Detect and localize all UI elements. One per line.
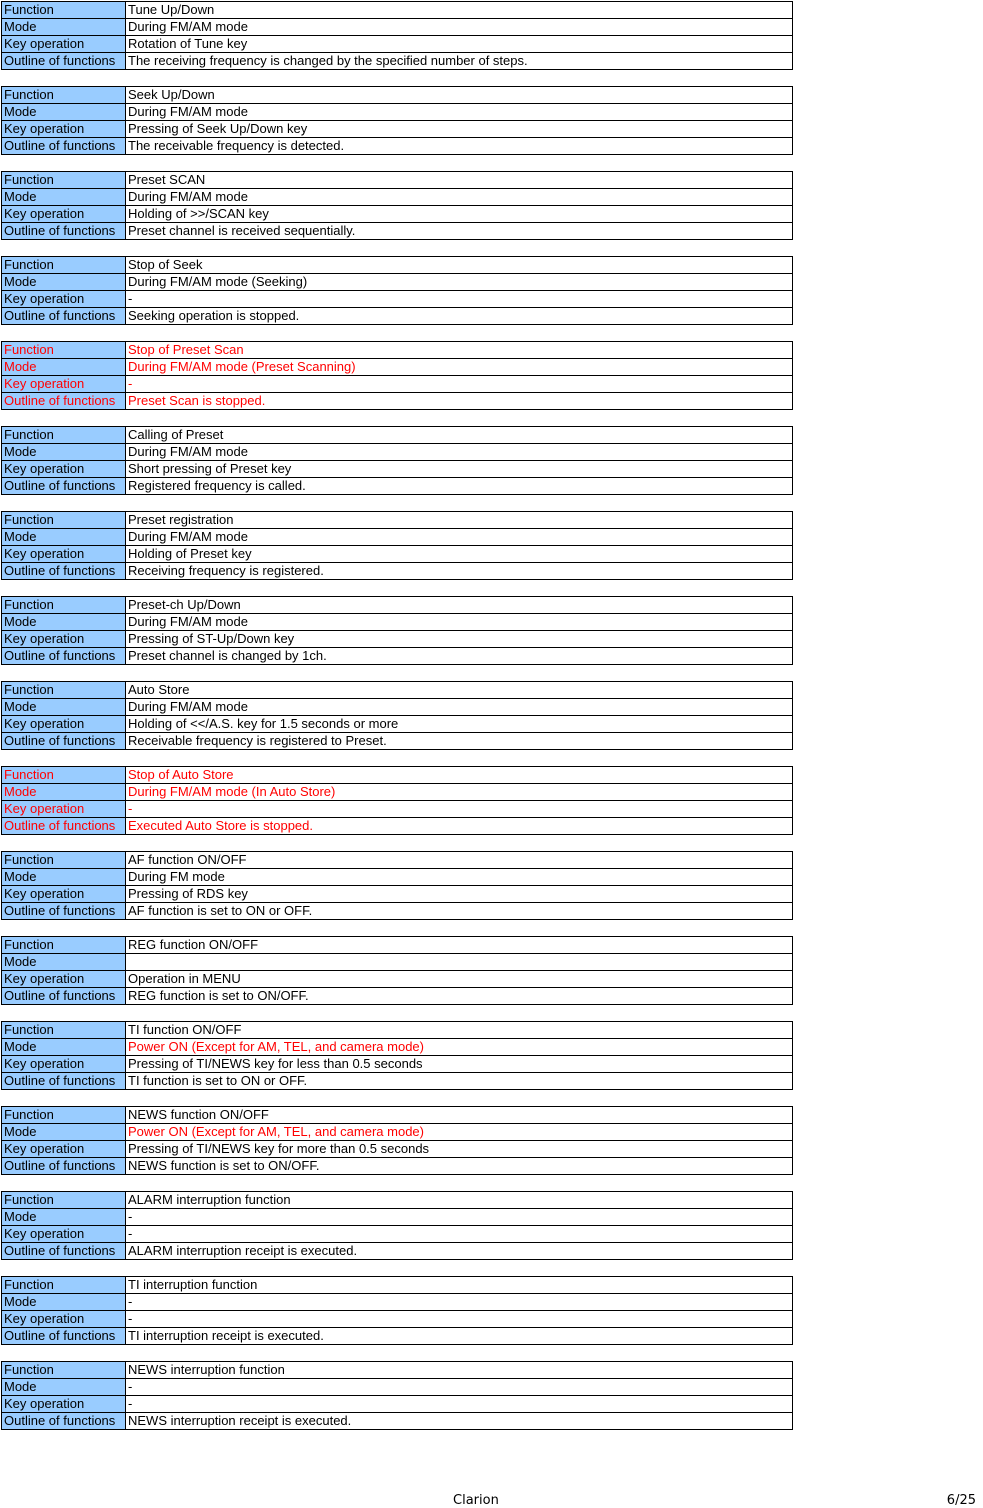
- row-label-function: Function: [2, 512, 126, 529]
- spec-row-mode: [2, 614, 793, 631]
- row-label-mode: Mode: [2, 1039, 126, 1056]
- spec-row-outline: [2, 818, 793, 835]
- row-label-outline: Outline of functions: [2, 308, 126, 325]
- spec-row-key-operation: [2, 461, 793, 478]
- row-label-function: Function: [2, 87, 126, 104]
- function-block: [1, 1021, 793, 1089]
- row-value-outline: Executed Auto Store is stopped.: [126, 818, 793, 835]
- spec-row-mode: [2, 529, 793, 546]
- row-value-key-operation: Rotation of Tune key: [126, 36, 793, 53]
- spec-row-key-operation: [2, 1396, 793, 1413]
- spec-row-outline: [2, 563, 793, 580]
- row-value-outline: Preset channel is received sequentially.: [126, 223, 793, 240]
- row-label-mode: Mode: [2, 614, 126, 631]
- row-label-function: Function: [2, 767, 126, 784]
- row-value-key-operation: Pressing of TI/NEWS key for less than 0.5 seconds: [126, 1056, 793, 1073]
- row-value-key-operation: Pressing of TI/NEWS key for more than 0.5 seconds: [126, 1141, 793, 1158]
- row-value-outline: Seeking operation is stopped.: [126, 308, 793, 325]
- function-block: [1, 681, 793, 749]
- row-label-outline: Outline of functions: [2, 53, 126, 70]
- row-label-key-operation: Key operation: [2, 716, 126, 733]
- function-block: [1, 426, 793, 494]
- spec-row-function: [2, 172, 793, 189]
- row-value-mode: During FM mode: [126, 869, 793, 886]
- row-value-mode: During FM/AM mode: [126, 19, 793, 36]
- spec-row-function: [2, 257, 793, 274]
- row-value-function: Stop of Auto Store: [126, 767, 793, 784]
- spec-row-outline: [2, 393, 793, 410]
- row-label-key-operation: Key operation: [2, 1226, 126, 1243]
- row-value-function: Stop of Preset Scan: [126, 342, 793, 359]
- row-value-outline: TI interruption receipt is executed.: [126, 1328, 793, 1345]
- spec-row-key-operation: [2, 1311, 793, 1328]
- spec-row-outline: [2, 648, 793, 665]
- row-label-mode: Mode: [2, 189, 126, 206]
- row-label-mode: Mode: [2, 1209, 126, 1226]
- row-label-function: Function: [2, 1192, 126, 1209]
- row-value-outline: REG function is set to ON/OFF.: [126, 988, 793, 1005]
- row-value-function: AF function ON/OFF: [126, 852, 793, 869]
- row-value-mode: During FM/AM mode (Seeking): [126, 274, 793, 291]
- function-table: [1, 511, 793, 580]
- row-value-outline: The receiving frequency is changed by the specified number of steps.: [126, 53, 793, 70]
- row-value-mode: During FM/AM mode: [126, 614, 793, 631]
- row-label-key-operation: Key operation: [2, 1396, 126, 1413]
- row-label-function: Function: [2, 1107, 126, 1124]
- row-value-key-operation: -: [126, 291, 793, 308]
- row-label-key-operation: Key operation: [2, 886, 126, 903]
- spec-row-key-operation: [2, 546, 793, 563]
- row-label-key-operation: Key operation: [2, 801, 126, 818]
- row-label-function: Function: [2, 257, 126, 274]
- row-value-function: NEWS interruption function: [126, 1362, 793, 1379]
- spec-row-function: [2, 1192, 793, 1209]
- row-value-function: NEWS function ON/OFF: [126, 1107, 793, 1124]
- row-value-function: Preset-ch Up/Down: [126, 597, 793, 614]
- function-block: [1, 936, 793, 1004]
- spec-row-outline: [2, 733, 793, 750]
- row-label-mode: Mode: [2, 784, 126, 801]
- function-block: [1, 511, 793, 579]
- row-label-key-operation: Key operation: [2, 376, 126, 393]
- row-label-function: Function: [2, 597, 126, 614]
- spec-row-outline: [2, 478, 793, 495]
- spec-row-function: [2, 682, 793, 699]
- row-value-mode: During FM/AM mode (Preset Scanning): [126, 359, 793, 376]
- spec-row-mode: [2, 104, 793, 121]
- spec-row-outline: [2, 1073, 793, 1090]
- row-label-mode: Mode: [2, 1124, 126, 1141]
- row-label-outline: Outline of functions: [2, 563, 126, 580]
- row-label-mode: Mode: [2, 1294, 126, 1311]
- spec-row-outline: [2, 223, 793, 240]
- row-label-function: Function: [2, 682, 126, 699]
- row-label-mode: Mode: [2, 104, 126, 121]
- row-value-mode: During FM/AM mode (In Auto Store): [126, 784, 793, 801]
- spec-row-mode: [2, 19, 793, 36]
- row-value-function: Seek Up/Down: [126, 87, 793, 104]
- function-table: [1, 171, 793, 240]
- row-label-outline: Outline of functions: [2, 988, 126, 1005]
- row-value-function: Auto Store: [126, 682, 793, 699]
- row-label-outline: Outline of functions: [2, 903, 126, 920]
- spec-row-key-operation: [2, 1056, 793, 1073]
- row-label-function: Function: [2, 427, 126, 444]
- row-value-key-operation: Short pressing of Preset key: [126, 461, 793, 478]
- row-label-key-operation: Key operation: [2, 291, 126, 308]
- row-value-mode: During FM/AM mode: [126, 529, 793, 546]
- spec-row-mode: [2, 189, 793, 206]
- spec-row-key-operation: [2, 121, 793, 138]
- row-value-outline: NEWS interruption receipt is executed.: [126, 1413, 793, 1430]
- function-block: [1, 1276, 793, 1344]
- row-value-function: REG function ON/OFF: [126, 937, 793, 954]
- spec-row-mode: [2, 1294, 793, 1311]
- function-table: [1, 256, 793, 325]
- spec-row-outline: [2, 903, 793, 920]
- row-value-mode: During FM/AM mode: [126, 104, 793, 121]
- row-value-mode: During FM/AM mode: [126, 699, 793, 716]
- row-label-outline: Outline of functions: [2, 1073, 126, 1090]
- spec-row-outline: [2, 53, 793, 70]
- footer-page-number: 6/25: [946, 1493, 976, 1508]
- row-label-outline: Outline of functions: [2, 648, 126, 665]
- row-value-key-operation: -: [126, 1396, 793, 1413]
- row-value-function: Preset SCAN: [126, 172, 793, 189]
- row-label-function: Function: [2, 172, 126, 189]
- row-value-outline: AF function is set to ON or OFF.: [126, 903, 793, 920]
- row-value-key-operation: Operation in MENU: [126, 971, 793, 988]
- row-value-mode: During FM/AM mode: [126, 189, 793, 206]
- row-label-outline: Outline of functions: [2, 1413, 126, 1430]
- row-label-function: Function: [2, 1362, 126, 1379]
- row-value-function: TI interruption function: [126, 1277, 793, 1294]
- row-value-key-operation: Holding of <</A.S. key for 1.5 seconds or more: [126, 716, 793, 733]
- function-block: [1, 766, 793, 834]
- spec-row-function: [2, 1362, 793, 1379]
- spec-row-mode: [2, 1209, 793, 1226]
- spec-row-function: [2, 87, 793, 104]
- spec-row-outline: [2, 1158, 793, 1175]
- row-value-mode: -: [126, 1294, 793, 1311]
- row-label-mode: Mode: [2, 869, 126, 886]
- function-table: [1, 851, 793, 920]
- row-value-function: Calling of Preset: [126, 427, 793, 444]
- spec-row-outline: [2, 988, 793, 1005]
- function-table: [1, 681, 793, 750]
- function-table: [1, 936, 793, 1005]
- spec-row-key-operation: [2, 716, 793, 733]
- row-value-mode: During FM/AM mode: [126, 444, 793, 461]
- row-value-function: TI function ON/OFF: [126, 1022, 793, 1039]
- row-label-key-operation: Key operation: [2, 206, 126, 223]
- spec-row-key-operation: [2, 801, 793, 818]
- function-table: [1, 1021, 793, 1090]
- function-block: [1, 256, 793, 324]
- row-label-outline: Outline of functions: [2, 1158, 126, 1175]
- spec-row-function: [2, 512, 793, 529]
- spec-row-function: [2, 1022, 793, 1039]
- row-value-mode: [126, 954, 793, 971]
- function-block: [1, 341, 793, 409]
- spec-row-key-operation: [2, 1226, 793, 1243]
- function-table: [1, 1, 793, 70]
- row-value-key-operation: Holding of Preset key: [126, 546, 793, 563]
- row-label-key-operation: Key operation: [2, 121, 126, 138]
- spec-row-key-operation: [2, 971, 793, 988]
- row-label-function: Function: [2, 2, 126, 19]
- spec-row-key-operation: [2, 376, 793, 393]
- function-spec-sheet: [1, 1, 793, 1446]
- function-table: [1, 1276, 793, 1345]
- row-label-outline: Outline of functions: [2, 818, 126, 835]
- row-label-outline: Outline of functions: [2, 733, 126, 750]
- function-block: [1, 1191, 793, 1259]
- row-value-outline: NEWS function is set to ON/OFF.: [126, 1158, 793, 1175]
- row-value-key-operation: Pressing of Seek Up/Down key: [126, 121, 793, 138]
- row-label-mode: Mode: [2, 529, 126, 546]
- row-label-mode: Mode: [2, 19, 126, 36]
- row-label-outline: Outline of functions: [2, 1243, 126, 1260]
- row-value-outline: Preset channel is changed by 1ch.: [126, 648, 793, 665]
- spec-row-key-operation: [2, 631, 793, 648]
- row-label-key-operation: Key operation: [2, 546, 126, 563]
- function-block: [1, 851, 793, 919]
- row-label-key-operation: Key operation: [2, 461, 126, 478]
- row-value-outline: The receivable frequency is detected.: [126, 138, 793, 155]
- spec-row-function: [2, 767, 793, 784]
- spec-row-function: [2, 2, 793, 19]
- spec-row-mode: [2, 1039, 793, 1056]
- function-table: [1, 341, 793, 410]
- function-table: [1, 596, 793, 665]
- spec-row-outline: [2, 1413, 793, 1430]
- row-value-key-operation: Pressing of ST-Up/Down key: [126, 631, 793, 648]
- spec-row-function: [2, 427, 793, 444]
- spec-row-function: [2, 1107, 793, 1124]
- row-value-function: Preset registration: [126, 512, 793, 529]
- row-label-mode: Mode: [2, 1379, 126, 1396]
- spec-row-key-operation: [2, 886, 793, 903]
- row-value-outline: Receivable frequency is registered to Preset.: [126, 733, 793, 750]
- spec-row-outline: [2, 1328, 793, 1345]
- row-label-mode: Mode: [2, 954, 126, 971]
- row-value-key-operation: -: [126, 1226, 793, 1243]
- spec-row-key-operation: [2, 1141, 793, 1158]
- spec-row-mode: [2, 1379, 793, 1396]
- row-value-outline: ALARM interruption receipt is executed.: [126, 1243, 793, 1260]
- row-label-function: Function: [2, 937, 126, 954]
- footer-brand: Clarion: [453, 1493, 499, 1508]
- spec-row-mode: [2, 1124, 793, 1141]
- spec-row-key-operation: [2, 206, 793, 223]
- row-label-key-operation: Key operation: [2, 1056, 126, 1073]
- row-label-mode: Mode: [2, 699, 126, 716]
- row-label-mode: Mode: [2, 444, 126, 461]
- function-block: [1, 86, 793, 154]
- row-value-key-operation: -: [126, 376, 793, 393]
- function-block: [1, 171, 793, 239]
- row-label-key-operation: Key operation: [2, 1311, 126, 1328]
- function-table: [1, 86, 793, 155]
- row-label-function: Function: [2, 1277, 126, 1294]
- row-label-function: Function: [2, 342, 126, 359]
- function-table: [1, 1361, 793, 1430]
- row-label-outline: Outline of functions: [2, 138, 126, 155]
- row-value-function: Tune Up/Down: [126, 2, 793, 19]
- row-label-key-operation: Key operation: [2, 631, 126, 648]
- row-value-key-operation: Pressing of RDS key: [126, 886, 793, 903]
- row-label-key-operation: Key operation: [2, 36, 126, 53]
- spec-row-mode: [2, 274, 793, 291]
- spec-row-mode: [2, 784, 793, 801]
- row-label-mode: Mode: [2, 274, 126, 291]
- spec-row-function: [2, 597, 793, 614]
- function-table: [1, 1106, 793, 1175]
- spec-row-mode: [2, 699, 793, 716]
- function-table: [1, 426, 793, 495]
- row-label-mode: Mode: [2, 359, 126, 376]
- row-value-mode: -: [126, 1379, 793, 1396]
- spec-row-mode: [2, 444, 793, 461]
- spec-row-mode: [2, 359, 793, 376]
- row-value-outline: TI function is set to ON or OFF.: [126, 1073, 793, 1090]
- row-label-outline: Outline of functions: [2, 1328, 126, 1345]
- row-value-function: ALARM interruption function: [126, 1192, 793, 1209]
- spec-row-outline: [2, 138, 793, 155]
- row-label-outline: Outline of functions: [2, 393, 126, 410]
- function-block: [1, 1, 793, 69]
- row-label-outline: Outline of functions: [2, 478, 126, 495]
- spec-row-outline: [2, 308, 793, 325]
- row-value-key-operation: -: [126, 801, 793, 818]
- spec-row-function: [2, 1277, 793, 1294]
- row-value-mode: Power ON (Except for AM, TEL, and camera mode): [126, 1124, 793, 1141]
- spec-row-key-operation: [2, 291, 793, 308]
- function-table: [1, 1191, 793, 1260]
- row-label-key-operation: Key operation: [2, 1141, 126, 1158]
- spec-row-key-operation: [2, 36, 793, 53]
- row-value-outline: Preset Scan is stopped.: [126, 393, 793, 410]
- row-value-mode: -: [126, 1209, 793, 1226]
- row-label-function: Function: [2, 852, 126, 869]
- spec-row-function: [2, 342, 793, 359]
- function-block: [1, 1361, 793, 1429]
- row-value-outline: Registered frequency is called.: [126, 478, 793, 495]
- row-value-function: Stop of Seek: [126, 257, 793, 274]
- function-block: [1, 1106, 793, 1174]
- spec-row-mode: [2, 869, 793, 886]
- row-value-key-operation: -: [126, 1311, 793, 1328]
- row-value-key-operation: Holding of >>/SCAN key: [126, 206, 793, 223]
- row-label-function: Function: [2, 1022, 126, 1039]
- spec-row-function: [2, 852, 793, 869]
- row-value-outline: Receiving frequency is registered.: [126, 563, 793, 580]
- spec-row-mode: [2, 954, 793, 971]
- spec-row-outline: [2, 1243, 793, 1260]
- spec-row-function: [2, 937, 793, 954]
- row-value-mode: Power ON (Except for AM, TEL, and camera mode): [126, 1039, 793, 1056]
- function-block: [1, 596, 793, 664]
- function-table: [1, 766, 793, 835]
- row-label-key-operation: Key operation: [2, 971, 126, 988]
- row-label-outline: Outline of functions: [2, 223, 126, 240]
